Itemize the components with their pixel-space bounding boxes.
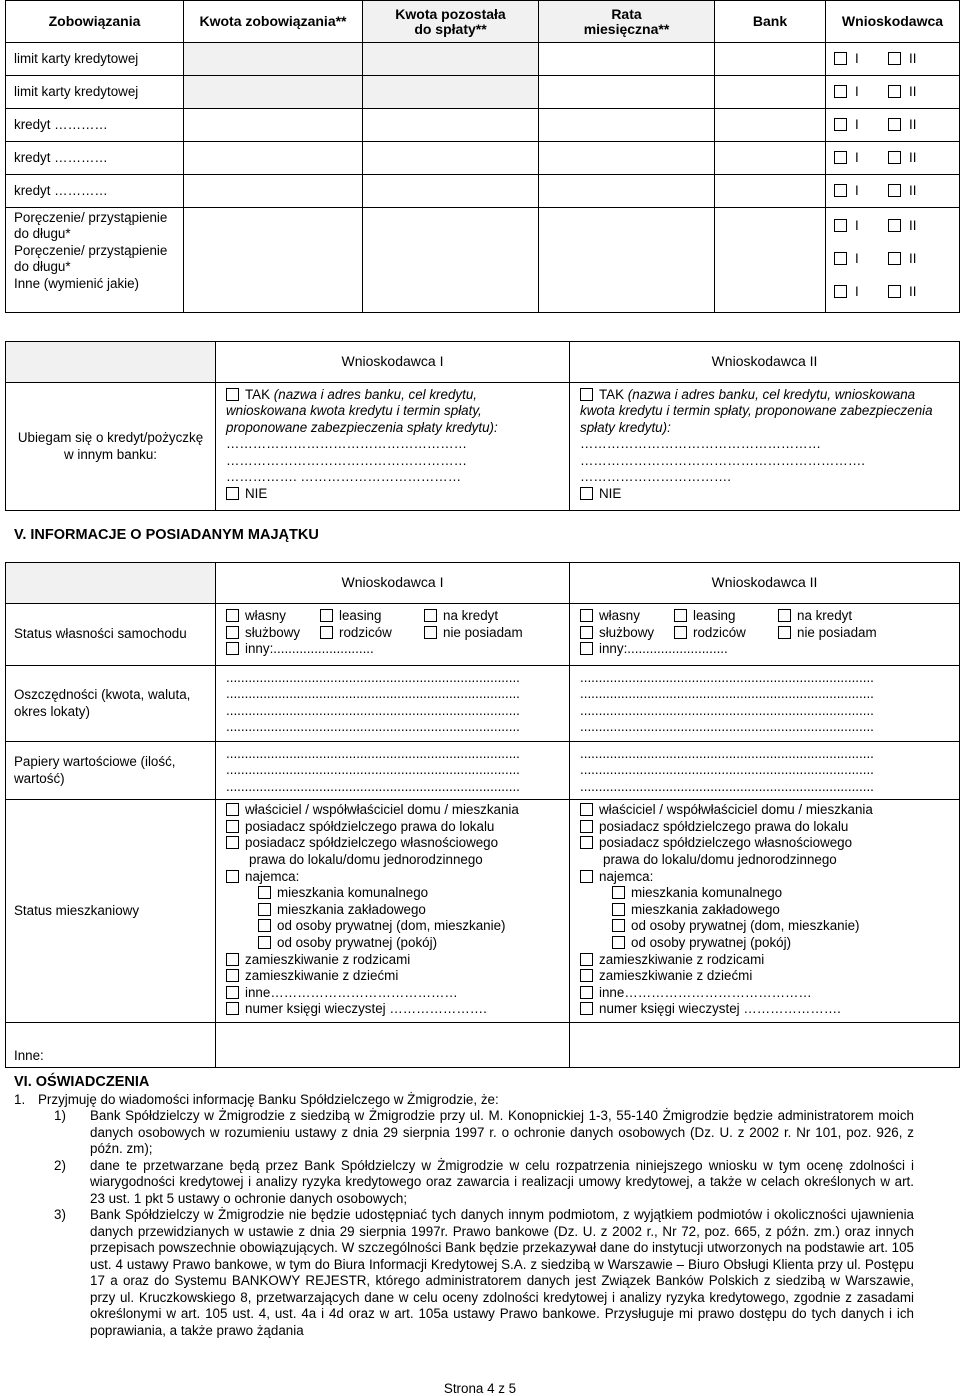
section-v-title: V. INFORMACJE O POSIADANYM MAJĄTKU [14,527,319,543]
parents-checkbox[interactable] [320,626,333,639]
table-row [6,43,960,76]
applicant-choice: I II [826,175,960,208]
private-room-checkbox[interactable] [612,936,625,949]
with-children-checkbox[interactable] [580,969,593,982]
housing-status-applicant-ii: właściciel / współwłaściciel domu / mieszkania posiadacz spółdzielczego prawa do lokalu posiadacz spółdzielczego własnościowego prawa do lokalu/domu jednorodzinnego najemca: mieszkania komunalnego mieszkania zakładowego od osoby prywatnej (dom, mieszkanie) od osoby prywatnej (pokój) zamieszkiwanie z rodzicami zamieszkiwanie z dziećmi inne…………………………………… numer księgi wieczystej …………………. [570,800,960,1023]
table-row [6,208,960,313]
applicant-choice-group: I II I II I II [826,208,960,313]
applicant-choice: I II [826,43,960,76]
other-credit-applicant-i [216,383,570,511]
assets-table [5,562,960,1068]
savings-applicant-ii[interactable]: ............................................................................... ............................................................................... ............................................................................... ............................................................................... [570,666,960,742]
on-credit-checkbox[interactable] [778,609,791,622]
applicant-ii-checkbox[interactable] [888,52,901,65]
statement-item: 2) dane te przetwarzane będą przez Bank Spółdzielczy w Żmigrodzie w celu rozpatrzenia niniejszego wniosku w tym ocenę zdolności i wiarygodności kredytowej i analizy ryzyka kredytowego oraz zawarcia i realizacji umowy kredytowej, a także w celach określonych w art. 23 ust. 1 pkt 5 ustawy o ochronie danych osobowych; [54,1157,914,1206]
applicant-i-checkbox[interactable] [834,219,847,232]
cooperative-ownership-checkbox[interactable] [580,836,593,849]
bank-cell[interactable] [715,208,826,313]
with-parents-checkbox[interactable] [580,953,593,966]
other-housing-checkbox[interactable] [580,986,593,999]
liability-label: limit karty kredytowej [6,76,184,109]
table-row [6,109,960,142]
header-remaining: Kwota pozostała do spłaty** [363,1,539,43]
details-line[interactable]: ……………. ……………………………… [226,469,462,485]
no-label: NIE [599,485,622,501]
applicant-i-checkbox[interactable] [834,85,847,98]
statement-intro: 1. Przyjmuję do wiadomości informację Banku Spółdzielczego w Żmigrodzie, że: [14,1091,499,1107]
yes-label: TAK [599,387,625,402]
securities-label: Papiery wartościowe (ilość, wartość) [6,742,216,800]
liability-label-group [6,208,184,313]
applicant-ii-checkbox[interactable] [888,85,901,98]
securities-applicant-ii[interactable]: ............................................................................... ............................................................................... ............................................................................... [570,742,960,800]
municipal-checkbox[interactable] [258,886,271,899]
remaining-cell[interactable] [363,208,539,313]
header-liabilities: Zobowiązania [6,1,184,43]
none-checkbox[interactable] [778,626,791,639]
header-applicant-i: Wnioskodawca I [216,342,570,383]
no-checkbox[interactable] [580,487,593,500]
on-credit-checkbox[interactable] [424,609,437,622]
amount-cell[interactable] [184,76,363,109]
details-line[interactable]: ……………………………. [580,469,732,485]
applicant-ii-checkbox[interactable] [888,252,901,265]
amount-cell[interactable] [184,208,363,313]
header-amount: Kwota zobowiązania** [184,1,363,43]
car-status-applicant-i: własny leasing na kredyt służbowy rodziców nie posiadam inny:........................... [216,604,570,666]
liability-label: limit karty kredytowej [6,43,184,76]
land-register-checkbox[interactable] [226,1002,239,1015]
amount-cell[interactable] [184,43,363,76]
details-line[interactable]: ……………………………………………… [226,436,468,452]
housing-status-label: Status mieszkaniowy [6,800,216,1023]
leasing-checkbox[interactable] [674,609,687,622]
cooperative-right-checkbox[interactable] [226,820,239,833]
land-register-checkbox[interactable] [580,1002,593,1015]
applicant-i-checkbox[interactable] [834,252,847,265]
header-applicant-ii: Wnioskodawca II [570,342,960,383]
remaining-cell[interactable] [363,43,539,76]
yes-checkbox[interactable] [580,388,593,401]
applicant-choice: I II [826,142,960,175]
installment-cell[interactable] [539,109,715,142]
details-line[interactable]: ……………………………………………… [580,436,822,452]
with-parents-checkbox[interactable] [226,953,239,966]
remaining-cell[interactable] [363,109,539,142]
liability-label: kredyt ………… [6,175,184,208]
applicant-choice: I II [826,109,960,142]
installment-cell[interactable] [539,208,715,313]
car-status-applicant-ii: własny leasing na kredyt służbowy rodziców nie posiadam inny:........................... [570,604,960,666]
cooperative-right-checkbox[interactable] [580,820,593,833]
bank-cell[interactable] [715,109,826,142]
yes-label: TAK [245,387,271,402]
applicant-i-checkbox[interactable] [834,285,847,298]
details-line[interactable]: ………………………………………………………. [580,452,865,468]
other-assets-applicant-ii[interactable] [570,1022,960,1067]
none-checkbox[interactable] [424,626,437,639]
with-children-checkbox[interactable] [226,969,239,982]
header-applicant-i: Wnioskodawca I [216,563,570,604]
own-checkbox[interactable] [580,609,593,622]
other-assets-label: Inne: [6,1022,216,1067]
owner-checkbox[interactable] [580,803,593,816]
owner-checkbox[interactable] [226,803,239,816]
amount-cell[interactable] [184,175,363,208]
applicant-ii-checkbox[interactable] [888,184,901,197]
installment-cell[interactable] [539,142,715,175]
bank-cell[interactable] [715,175,826,208]
tenant-checkbox[interactable] [226,870,239,883]
applicant-i-checkbox[interactable] [834,118,847,131]
private-room-checkbox[interactable] [258,936,271,949]
bank-cell[interactable] [715,142,826,175]
private-flat-checkbox[interactable] [258,919,271,932]
no-label: NIE [245,485,268,501]
securities-applicant-i[interactable]: ............................................................................... ............................................................................... ............................................................................... [216,742,570,800]
yes-checkbox[interactable] [226,388,239,401]
table-row [6,175,960,208]
details-line[interactable]: ……………………………………………… [226,452,468,468]
applicant-ii-checkbox[interactable] [888,151,901,164]
remaining-cell[interactable] [363,142,539,175]
liability-label: kredyt ………… [6,109,184,142]
statement-item: 1) Bank Spółdzielczy w Żmigrodzie z siedzibą w Żmigrodzie przy ul. M. Konopnickiej 1-3, 55-140 Żmigrodzie będzie administratorem moich danych osobowych w rozumieniu ustawy z dnia 29 sierpnia 1997 r. o ochronie danych osobowych (Dz. U. z 2002 r. Nr 101, poz. 926, z późn. zm); [54,1108,914,1157]
other-credit-label: Ubiegam się o kredyt/pożyczkę w innym banku: [6,383,216,511]
no-checkbox[interactable] [226,487,239,500]
other-credit-table [5,341,960,511]
tenant-checkbox[interactable] [580,870,593,883]
cooperative-ownership-checkbox[interactable] [226,836,239,849]
other-checkbox[interactable] [226,642,239,655]
private-flat-checkbox[interactable] [612,919,625,932]
page-number: Strona 4 z 5 [443,1381,517,1396]
applicant-ii-checkbox[interactable] [888,285,901,298]
housing-status-applicant-i: właściciel / współwłaściciel domu / mieszkania posiadacz spółdzielczego prawa do lokalu posiadacz spółdzielczego własnościowego prawa do lokalu/domu jednorodzinnego najemca: mieszkania komunalnego mieszkania zakładowego od osoby prywatnej (dom, mieszkanie) od osoby prywatnej (pokój) zamieszkiwanie z rodzicami zamieszkiwanie z dziećmi inne…………………………………… numer księgi wieczystej …………………. [216,800,570,1023]
amount-cell[interactable] [184,142,363,175]
header-monthly-installment: Rata miesięczna** [539,1,715,43]
savings-label: Oszczędności (kwota, waluta, okres lokaty) [6,666,216,742]
other-checkbox[interactable] [580,642,593,655]
applicant-i-checkbox[interactable] [834,52,847,65]
liabilities-table [5,0,960,313]
bank-cell[interactable] [715,76,826,109]
amount-cell[interactable] [184,109,363,142]
liability-label: Poręczenie/ przystąpienie do długu* [14,210,168,242]
statement-item: 3) Bank Spółdzielczy w Żmigrodzie nie będzie udostępniać tych danych innym podmiotom, z wyjątkiem podmiotów i okoliczności ujawnienia danych przewidzianych w ustawie z dnia 29 sierpnia 1997r. Prawo bankowe (Dz. U. z 2002 r., Nr 72, poz. 665, z późn. zm.) oraz innych przepisach powszechnie obowiązujących. W szczególności Bank będzie przekazywał dane do instytucji utworzonych na podstawie art. 105 ust. 4 ustawy Prawo bankowe, w tym do Biura Informacji Kredytowej S.A. z siedzibą w Warszawie – Biuro Obsługi Klienta przy ul. Postępu 17 a oraz do Systemu BANKOWY REJESTR, którego administratorem danych jest Związek Banków Polskich z siedzibą w Warszawie, przy ul. Kruczkowskiego 8, przetwarzających dane w celu oceny zdolności kredytowej i analizy ryzyka kredytowego, zgodnie z zasadami określonymi w art. 105 ust. 4, ust. 4a i 4d oraz w art. 105a ustawy Prawo bankowe. Przysługuje mi prawo dostępu do tych danych i ich poprawiania, a także prawo żądania [54,1207,914,1338]
applicant-i-checkbox[interactable] [834,184,847,197]
liability-label: Poręczenie/ przystąpienie do długu* [14,242,168,275]
installment-cell[interactable] [539,43,715,76]
table-row [6,76,960,109]
yes-note: (nazwa i adres banku, cel kredytu, wnioskowana kwota kredytu i termin spłaty, proponowane zabezpieczenia spłaty kredytu): [226,387,498,435]
company-flat-checkbox[interactable] [612,903,625,916]
company-flat-checkbox[interactable] [258,903,271,916]
other-credit-applicant-ii [570,383,960,511]
car-status-label: Status własności samochodu [6,604,216,666]
applicant-ii-checkbox[interactable] [888,219,901,232]
installment-cell[interactable] [539,76,715,109]
header-applicant: Wnioskodawca [826,1,960,43]
other-housing-checkbox[interactable] [226,986,239,999]
section-vi [14,1074,914,1339]
table-row [6,142,960,175]
installment-cell[interactable] [539,175,715,208]
company-car-checkbox[interactable] [226,626,239,639]
applicant-i-checkbox[interactable] [834,151,847,164]
applicant-choice: I II [826,76,960,109]
header-applicant-ii: Wnioskodawca II [570,563,960,604]
other-assets-applicant-i[interactable] [216,1022,570,1067]
leasing-checkbox[interactable] [320,609,333,622]
remaining-cell[interactable] [363,76,539,109]
own-checkbox[interactable] [226,609,239,622]
header-bank: Bank [715,1,826,43]
remaining-cell[interactable] [363,175,539,208]
applicant-ii-checkbox[interactable] [888,118,901,131]
municipal-checkbox[interactable] [612,886,625,899]
liability-label: Inne (wymienić jakie) [14,275,140,291]
bank-cell[interactable] [715,43,826,76]
parents-checkbox[interactable] [674,626,687,639]
section-vi-title: VI. OŚWIADCZENIA [14,1074,150,1090]
savings-applicant-i[interactable]: ............................................................................... ............................................................................... ............................................................................... ............................................................................... [216,666,570,742]
company-car-checkbox[interactable] [580,626,593,639]
liability-label: kredyt ………… [6,142,184,175]
yes-note: (nazwa i adres banku, cel kredytu, wnioskowana kwota kredytu i termin spłaty, proponowane zabezpieczenia spłaty kredytu): [580,387,933,435]
